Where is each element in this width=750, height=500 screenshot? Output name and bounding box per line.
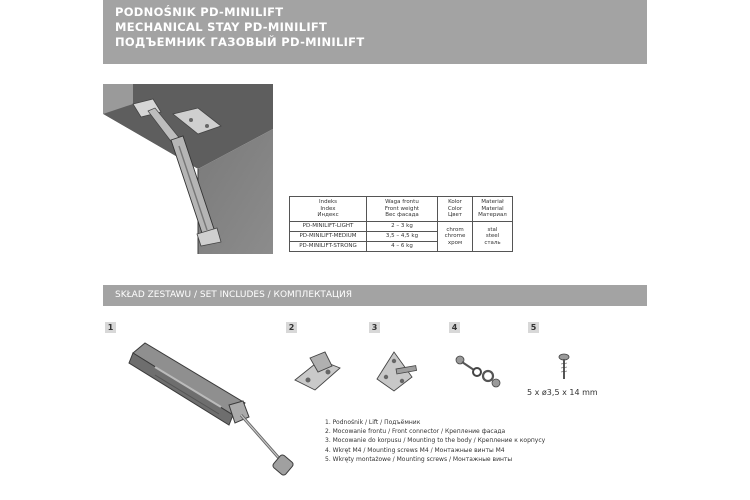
front-connector-illustration (290, 350, 345, 395)
set-includes-bar (103, 285, 647, 306)
body-mount-illustration (372, 347, 422, 397)
lift-illustration (125, 335, 305, 485)
table-row: PD-MINILIFT-MEDIUM 3,5 – 4,5 kg (290, 232, 513, 242)
part-number-4: 4 (449, 322, 460, 333)
title-polish: PODNOŚNIK PD-MINILIFT (115, 5, 284, 19)
legend-item: 4. Wkręt M4 / Mounting screws M4 / Монтажные винты M4 (325, 446, 505, 454)
legend-item: 3. Mocowanie do korpusu / Mounting to the body / Крепление к корпусу (325, 437, 546, 445)
header-material: Materiał Material Материал (473, 197, 513, 222)
legend-item: 5. Wkręty montażowe / Mounting screws / Монтажные винты (325, 455, 513, 463)
table-row: PD-MINILIFT-STRONG 4 – 6 kg (290, 242, 513, 252)
part-number-5: 5 (528, 322, 539, 333)
header-weight: Waga frontu Front weight Вес фасада (367, 197, 438, 222)
part-number-3: 3 (369, 322, 380, 333)
legend-item: 1. Podnośnik / Lift / Подъёмник (325, 419, 421, 426)
part-number-2: 2 (286, 322, 297, 333)
material-value: stal steel сталь (473, 222, 513, 252)
parts-legend (325, 418, 545, 464)
set-includes-title: SKŁAD ZESTAWU / SET INCLUDES / КОМПЛЕКТАЦИЯ (115, 290, 353, 300)
title-banner (103, 0, 647, 64)
table-row: PD-MINILIFT-LIGHT 2 – 3 kg chrom chrome хром stal steel сталь (290, 222, 513, 232)
part-number-1: 1 (105, 322, 116, 333)
installation-illustration (103, 84, 273, 254)
header-index: Indeks Index Индекс (290, 197, 367, 222)
screw-dimensions: 5 x ø3,5 x 14 mm (527, 388, 598, 397)
mounting-screw-illustration (556, 352, 572, 382)
legend-item: 2. Mocowanie frontu / Front connector / Крепление фасада (325, 428, 506, 436)
header-color: Kolor Color Цвет (438, 197, 473, 222)
color-value: chrom chrome хром (438, 222, 473, 252)
m4-screws-illustration (452, 352, 502, 390)
title-english: MECHANICAL STAY PD-MINILIFT (115, 20, 328, 34)
title-russian: ПОДЪЕМНИК ГАЗОВЫЙ PD-MINILIFT (115, 35, 365, 49)
specification-table (289, 196, 513, 252)
